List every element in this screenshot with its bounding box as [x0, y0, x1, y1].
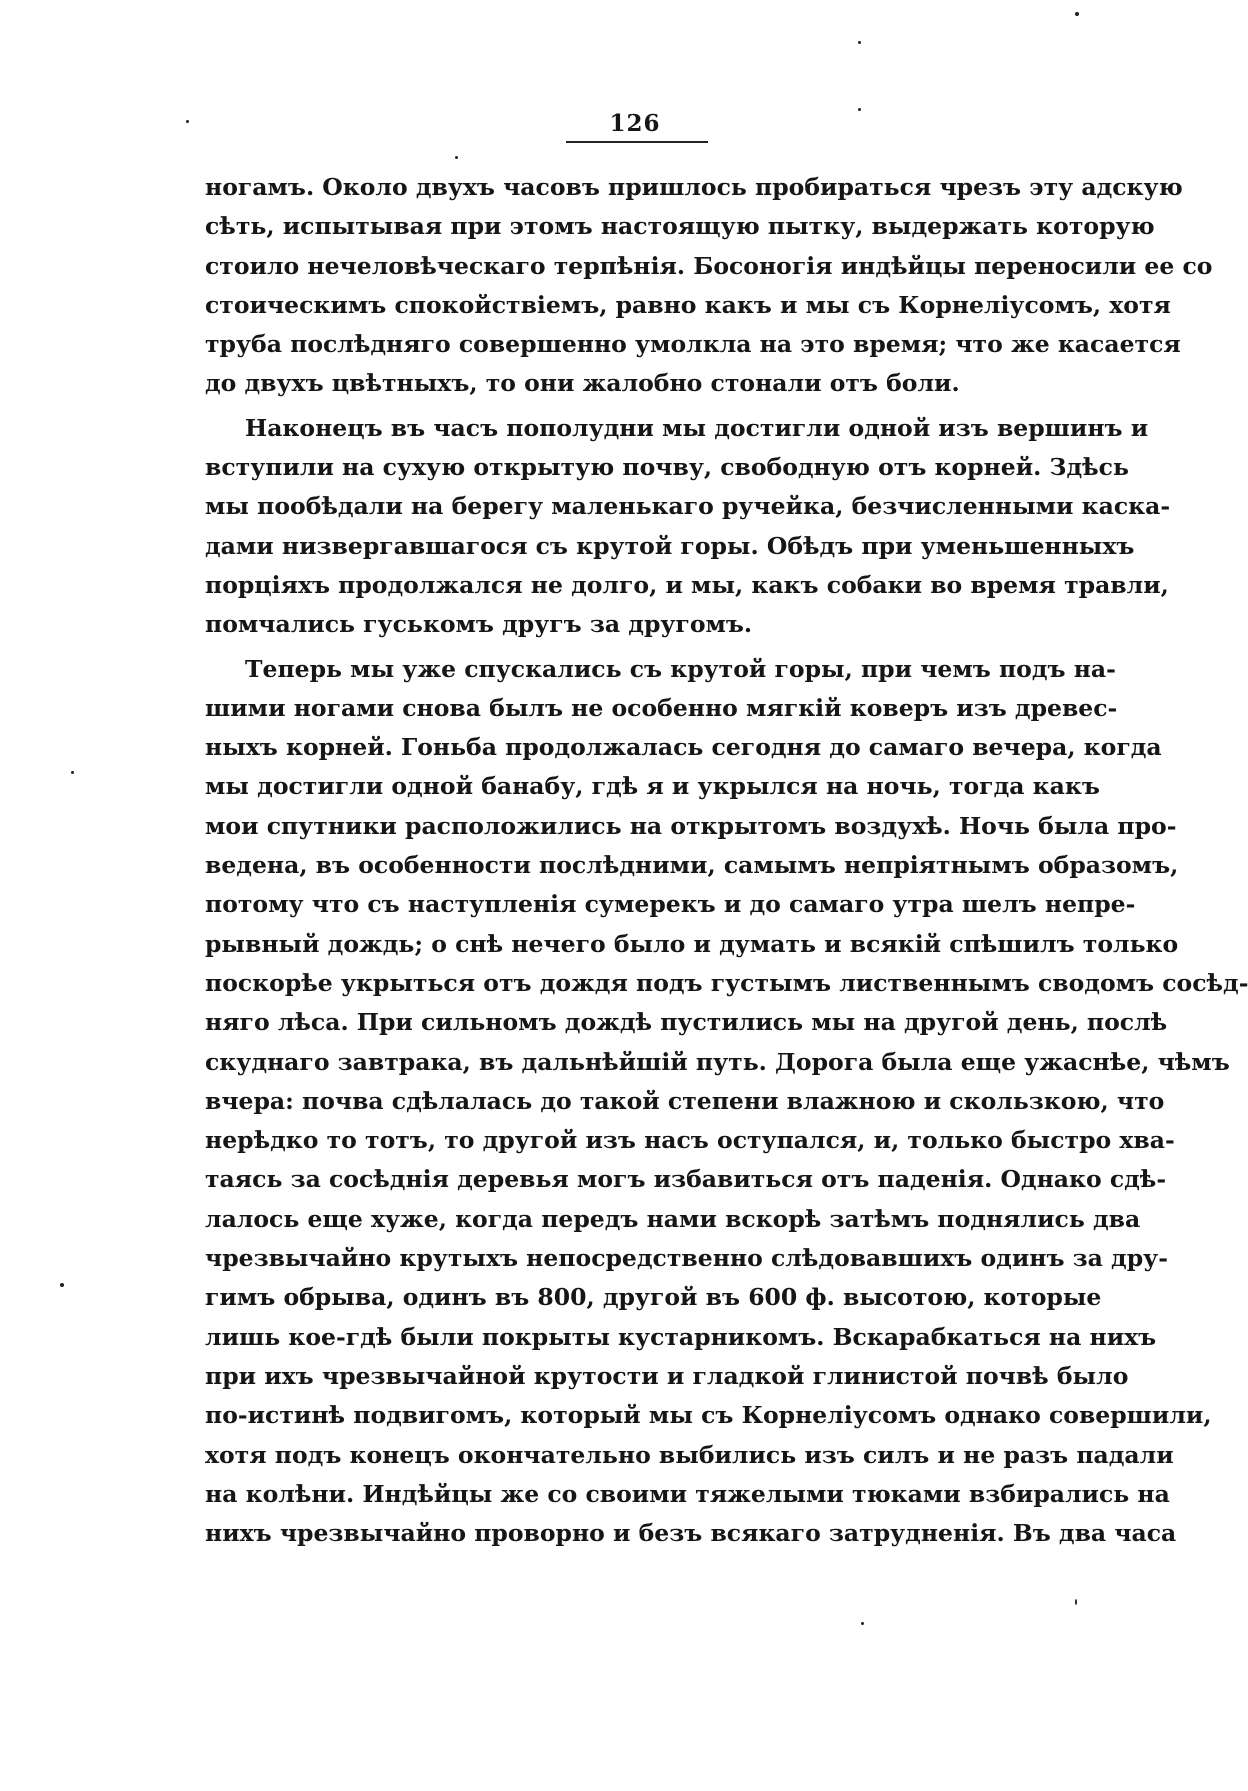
text-line: Теперь мы уже спускались съ крутой горы, при чемъ подъ на- — [245, 654, 1116, 683]
text-line: стоическимъ спокойствіемъ, равно какъ и мы съ Корнеліусомъ, хотя — [205, 290, 1171, 319]
text-line: нерѣдко то тотъ, то другой изъ насъ оступался, и, только быстро хва- — [205, 1126, 1175, 1155]
text-line: мои спутники расположились на открытомъ воздухѣ. Ночь была про- — [205, 811, 1177, 840]
text-line: стоило нечеловѣческаго терпѣнія. Босоногія индѣйцы переносили ее со — [205, 251, 1213, 280]
scan-speck — [1075, 1599, 1077, 1605]
text-line: порціяхъ продолжался не долго, и мы, какъ собаки во время травли, — [205, 570, 1169, 599]
text-line: скуднаго завтрака, въ дальнѣйшій путь. Дорога была еще ужаснѣе, чѣмъ — [205, 1047, 1230, 1076]
text-line: гимъ обрыва, одинъ въ 800, другой въ 600 ф. высотою, которые — [205, 1283, 1102, 1312]
text-line: при ихъ чрезвычайной крутости и гладкой глинистой почвѣ было — [205, 1361, 1129, 1390]
text-line: хотя подъ конецъ окончательно выбились изъ силъ и не разъ падали — [205, 1440, 1174, 1469]
scan-speck — [71, 771, 74, 774]
text-line: вчера: почва сдѣлалась до такой степени влажною и скользкою, что — [205, 1086, 1165, 1115]
scan-speck — [858, 108, 861, 111]
text-line: лалось еще хуже, когда передъ нами вскорѣ затѣмъ поднялись два — [205, 1204, 1141, 1233]
text-line: няго лѣса. При сильномъ дождѣ пустились мы на другой день, послѣ — [205, 1008, 1168, 1037]
text-line: поскорѣе укрыться отъ дождя подъ густымъ лиственнымъ сводомъ сосѣд- — [205, 968, 1248, 997]
text-line: по-истинѣ подвигомъ, который мы съ Корнеліусомъ однако совершили, — [205, 1401, 1212, 1430]
text-line: помчались гуськомъ другъ за другомъ. — [205, 610, 753, 639]
page-number-rule — [566, 141, 708, 143]
text-line: дами низвергавшагося съ крутой горы. Обѣдъ при уменьшенныхъ — [205, 531, 1135, 560]
text-line: труба послѣдняго совершенно умолкла на это время; что же касается — [205, 330, 1181, 359]
text-line: потому что съ наступленія сумерекъ и до самаго утра шелъ непре- — [205, 890, 1136, 919]
text-line: мы пообѣдали на берегу маленькаго ручейка, безчисленными каска- — [205, 492, 1171, 521]
scan-speck — [861, 1622, 864, 1625]
text-line: на колѣни. Индѣйцы же со своими тяжелыми тюками взбирались на — [205, 1479, 1170, 1508]
text-line: ныхъ корней. Гоньба продолжалась сегодня до самаго вечера, когда — [205, 733, 1162, 762]
scan-speck — [60, 1283, 64, 1287]
text-line: вступили на сухую открытую почву, свободную отъ корней. Здѣсь — [205, 453, 1129, 482]
text-line: Наконецъ въ часъ пополудни мы достигли одной изъ вершинъ и — [245, 413, 1149, 442]
text-line: чрезвычайно крутыхъ непосредственно слѣдовавшихъ одинъ за дру- — [205, 1244, 1168, 1273]
body-text — [205, 168, 1248, 1553]
scan-speck — [1075, 12, 1079, 16]
page-number: 126 — [609, 110, 661, 137]
paragraph — [205, 650, 1248, 1554]
text-line: сѣть, испытывая при этомъ настоящую пытку, выдержать которую — [205, 212, 1155, 241]
text-line: шими ногами снова былъ не особенно мягкій коверъ изъ древес- — [205, 693, 1118, 722]
scan-speck — [455, 156, 458, 159]
scan-speck — [858, 41, 861, 44]
paragraph — [205, 409, 1171, 645]
text-line: ведена, въ особенности послѣдними, самымъ непріятнымъ образомъ, — [205, 851, 1179, 880]
text-line: мы достигли одной банабу, гдѣ я и укрылся на ночь, тогда какъ — [205, 772, 1100, 801]
paragraph — [205, 168, 1213, 404]
text-line: до двухъ цвѣтныхъ, то они жалобно стонали отъ боли. — [205, 369, 960, 398]
text-line: ногамъ. Около двухъ часовъ пришлось пробираться чрезъ эту адскую — [205, 173, 1183, 201]
text-line: нихъ чрезвычайно проворно и безъ всякаго затрудненія. Въ два часа — [205, 1519, 1177, 1548]
text-line: лишь кое-гдѣ были покрыты кустарникомъ. Вскарабкаться на нихъ — [205, 1322, 1157, 1351]
text-line: таясь за сосѣднія деревья могъ избавиться отъ паденія. Однако сдѣ- — [205, 1165, 1167, 1194]
scan-speck — [186, 120, 189, 123]
text-line: рывный дождь; о снѣ нечего было и думать и всякій спѣшилъ только — [205, 929, 1179, 958]
